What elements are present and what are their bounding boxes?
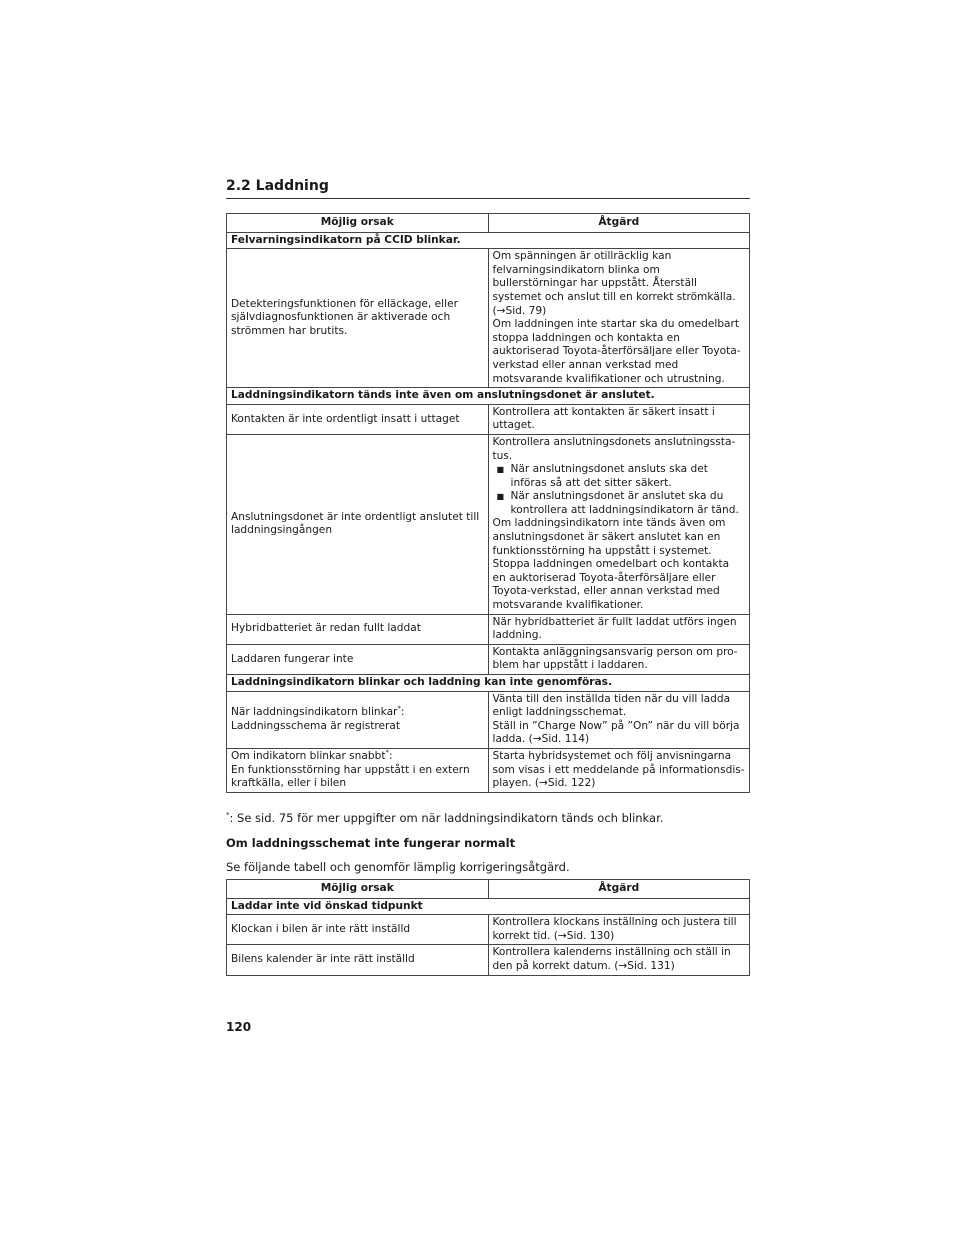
section-title: 2.2 Laddning <box>226 178 750 199</box>
header-action: Åtgärd <box>488 214 750 233</box>
action-cell: Kontrollera kalenderns inställning och ställ in den på korrekt datum. (→Sid. 131) <box>488 945 750 975</box>
troubleshooting-table-charging <box>226 213 750 793</box>
action-cell <box>488 691 750 748</box>
footnote-text: : Se sid. 75 för mer uppgifter om när laddningsindikatorn tänds och blinkar. <box>229 811 664 825</box>
table-row <box>227 945 750 975</box>
cause-text: : <box>389 749 393 762</box>
cause-cell <box>227 691 489 748</box>
cause-cell <box>227 748 489 792</box>
cause-text: När laddningsindikatorn blinkar <box>231 706 398 719</box>
cause-text: En funktionsstörning har uppstått i en extern kraftkälla, eller i bilen <box>231 763 470 790</box>
group-row <box>227 388 750 405</box>
action-cell: Starta hybridsystemet och följ anvisningarna som visas i ett meddelande på informationsdisplayen. (→Sid. 122) <box>488 748 750 792</box>
cause-cell: Laddaren fungerar inte <box>227 644 489 674</box>
table-row <box>227 748 750 792</box>
square-bullet-icon <box>493 490 511 517</box>
table-row <box>227 915 750 945</box>
cause-cell: Detekteringsfunktionen för elläckage, eller självdiagnosfunktionen är aktiverade och strömmen har brutits. <box>227 249 489 388</box>
action-intro: Kontrollera anslutningsdonets anslutningsstatus. <box>492 435 736 462</box>
action-outro: Om laddningsindikatorn inte tänds även om anslutningsdonet är säkert anslutet kan en funktionsstörning ha uppstått i systemet. Stoppa laddningen omedelbart och kontakta en auktoriserad Toyota-återförsäljare eller Toyota-verkstad, eller annan verkstad med motsvarande kvalifikationer. <box>492 517 730 612</box>
intro-text: Se följande tabell och genomför lämplig korrigeringsåtgärd. <box>226 860 570 874</box>
cause-cell: Hybridbatteriet är redan fullt laddat <box>227 614 489 644</box>
cause-text: Om indikatorn blinkar snabbt <box>231 749 386 762</box>
group-row <box>227 898 750 915</box>
action-cell: Kontrollera klockans inställning och justera till korrekt tid. (→Sid. 130) <box>488 915 750 945</box>
action-text: Vänta till den inställda tiden när du vill ladda enligt laddningsschemat. Ställ in ”Charge Now” på ”On” när du vill börja ladda. (→Sid. 114) <box>492 692 740 746</box>
page-number: 120 <box>226 1020 252 1034</box>
header-cause: Möjlig orsak <box>227 880 489 899</box>
cause-cell: Klockan i bilen är inte rätt inställd <box>227 915 489 945</box>
table-row <box>227 434 750 614</box>
action-cell <box>488 434 750 614</box>
action-cell: Kontrollera att kontakten är säkert insatt i uttaget. <box>488 404 750 434</box>
square-bullet-icon <box>493 463 511 490</box>
cause-cell: Anslutningsdonet är inte ordentligt anslutet till laddningsingången <box>227 434 489 614</box>
action-cell <box>488 249 750 388</box>
bullet-item <box>493 463 746 490</box>
group-row <box>227 232 750 249</box>
cause-text: : <box>400 706 405 719</box>
footnote <box>226 811 663 825</box>
footnote-mark: * <box>385 748 389 757</box>
bullet-item <box>493 490 746 517</box>
table-row <box>227 644 750 674</box>
table-row <box>227 614 750 644</box>
table-header-row <box>227 214 750 233</box>
header-cause: Möjlig orsak <box>227 214 489 233</box>
group-title: Felvarningsindikatorn på CCID blinkar. <box>227 232 750 249</box>
table-row <box>227 404 750 434</box>
cause-cell: Bilens kalender är inte rätt inställd <box>227 945 489 975</box>
header-action: Åtgärd <box>488 880 750 899</box>
table-row <box>227 691 750 748</box>
footnote-mark: * <box>226 811 230 820</box>
cause-cell: Kontakten är inte ordentligt insatt i uttaget <box>227 404 489 434</box>
group-title: Laddningsindikatorn tänds inte även om anslutningsdonet är anslutet. <box>227 388 750 405</box>
action-cell: När hybridbatteriet är fullt laddat utförs ingen laddning. <box>488 614 750 644</box>
table-row <box>227 249 750 388</box>
group-title: Laddningsindikatorn blinkar och laddning kan inte genomföras. <box>227 675 750 692</box>
cause-text: Laddningsschema är registrerat <box>231 719 401 732</box>
subheading: Om laddningsschemat inte fungerar normalt <box>226 836 516 850</box>
footnote-mark: * <box>397 704 401 713</box>
troubleshooting-table-schedule <box>226 879 750 976</box>
bullet-text: När anslutningsdonet är anslutet ska du kontrollera att laddningsindikatorn är tänd. <box>510 490 739 516</box>
bullet-text: När anslutningsdonet ansluts ska det införas så att det sitter säkert. <box>510 463 708 489</box>
group-row <box>227 675 750 692</box>
table-header-row <box>227 880 750 899</box>
action-text: Om spänningen är otillräcklig kan felvarningsindikatorn blinka om bullerstörningar har uppstått. Återställ systemet och anslut till en korrekt strömkälla. (→Sid. 79) Om laddningen inte startar ska du omedelbart stoppa laddningen och kontakta en auktoriserad Toyota-återförsäljare eller Toyota-verkstad eller annan verkstad med motsvarande kvalifikationer och utrustning. <box>492 250 741 385</box>
action-cell: Kontakta anläggningsansvarig person om problem har uppstått i laddaren. <box>488 644 750 674</box>
group-title: Laddar inte vid önskad tidpunkt <box>227 898 750 915</box>
